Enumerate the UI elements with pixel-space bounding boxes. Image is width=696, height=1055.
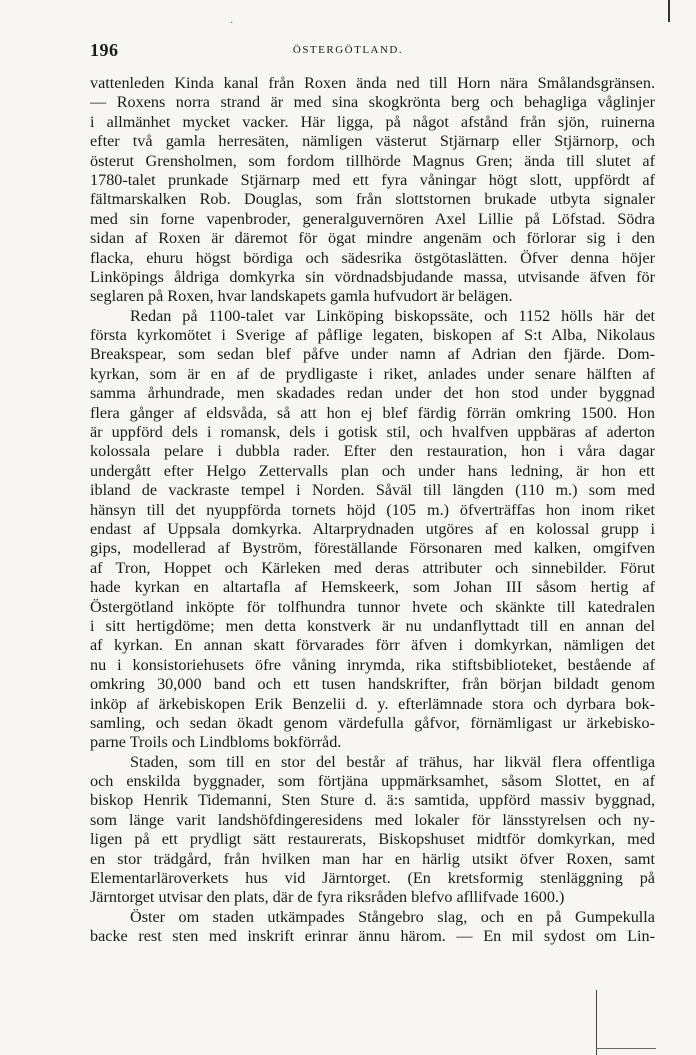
- text-line: som länge varit landshöfdingeresidens med lokaler för länsstyrelsen och ny-: [90, 810, 655, 829]
- text-line: inköp af ärkebiskopen Erik Benzelii d. y. efterlämnade stora och dyrbara bok-: [90, 694, 655, 713]
- text-line: och enskilda byggnader, som förtjäna uppmärksamhet, såsom Slottet, en af: [90, 772, 655, 791]
- text-line: en stor trädgård, från hvilken man har en härlig utsikt öfver Roxen, samt: [90, 849, 655, 868]
- text-line: med sin forne vapenbroder, generalguvernören Axel Lillie på Löfstad. Södra: [90, 209, 655, 228]
- text-line: ibland de vackraste tempel i Norden. Såväl till längden (110 m.) som med: [90, 481, 655, 500]
- text-line: i sitt hertigdöme; men detta konstverk är nu undanflyttadt till en annan del: [90, 616, 655, 635]
- text-line: Öster om staden utkämpades Stångebro slag, och en på Gumpekulla: [130, 907, 655, 926]
- text-line: första kyrkomötet i Sverige af påflige legaten, biskopen af S:t Alba, Nikolaus: [90, 326, 655, 345]
- text-line: parne Troils och Lindbloms bokförråd.: [90, 733, 342, 752]
- text-line: nu i konsistoriehusets öfre våning inrymda, rika stiftsbiblioteket, bestående af: [90, 655, 655, 674]
- scan-margin-line: [596, 990, 597, 1055]
- text-line: af kyrkan. En annan skatt förvarades förr äfven i domkyrkan, nämligen det: [90, 636, 655, 655]
- text-line: österut Grensholmen, som fordom tillhörde Magnus Gren; ända till slutet af: [90, 151, 655, 170]
- scan-speck: ·: [230, 18, 234, 29]
- text-line: af Tron, Hoppet och Kärleken med deras attributer och sinnebilder. Förut: [90, 558, 655, 577]
- text-line: seglaren på Roxen, hvar landskapets gamla hufvudort är belägen.: [90, 287, 513, 306]
- text-line: sidan af Roxen är däremot för ögat mindre angenäm och förlorar sig i den: [90, 229, 655, 248]
- text-line: kyrkan, som är en af de prydligaste i riket, anlades under senare hälften af: [90, 364, 655, 383]
- text-line: Elementarläroverkets hus vid Järntorget. (En kretsformig stenläggning på: [90, 869, 655, 888]
- text-line: ligen på ett prydligt sätt restaurerats, Biskopshuset midtför domkyrkan, med: [90, 830, 655, 849]
- text-line: vattenleden Kinda kanal från Roxen ända ned till Horn nära Smålandsgränsen.: [90, 74, 655, 92]
- text-line: omkring 30,000 band och ett tusen handskrifter, från början bildadt genom: [90, 675, 655, 694]
- text-line: — Roxens norra strand är med sina skogkrönta berg och behagliga våglinjer: [90, 93, 655, 112]
- text-line: Breakspear, som sedan blef påfve under namn af Adrian den fjärde. Dom-: [90, 345, 655, 364]
- text-line: Järntorget utvisar den plats, där de fyra riksråden blefvo afllifvade 1600.): [90, 888, 565, 907]
- text-line: endast af Uppsala domkyrka. Altarprydnaden utgöres af en kolossal grupp i: [90, 519, 655, 538]
- text-line: Linköpings åldriga domkyrka sin vördnadsbjudande massa, utvisande äfven för: [90, 267, 655, 286]
- text-line: gips, modellerad af Byström, föreställande Försonaren med kalken, omgifven: [90, 539, 655, 558]
- page-edge-line: [668, 0, 670, 22]
- text-line: biskop Henrik Tidemanni, Sten Sture d. ä:s samtida, uppförd massiv byggnad,: [90, 791, 655, 810]
- text-line: fältmarskalken Rob. Douglas, som från slottstornen brukade utbyta signaler: [90, 190, 655, 209]
- body-text: [90, 74, 655, 947]
- text-line: samling, och sedan ökadt genom värdefulla gåfvor, förnämligast ur ärkebisko-: [90, 713, 655, 732]
- text-line: Redan på 1100-talet var Linköping biskopssäte, och 1152 hölls här det: [130, 306, 655, 325]
- text-line: Östergötland inköpte för tolfhundra tunnor hvete och skänkte till katedralen: [90, 597, 655, 616]
- page-number: 196: [90, 40, 119, 60]
- text-line: flacka, ehuru högst bördiga och sädesrika östgötaslätten. Öfver denna höjer: [90, 248, 655, 267]
- text-line: hade kyrkan en altartafla af Hemskeerk, som Johan III såsom hertig af: [90, 578, 655, 597]
- text-line: är uppförd dels i romansk, dels i gotisk stil, och hvalfven uppbäras af aderton: [90, 423, 655, 442]
- text-line: backe rest sten med inskrift erinrar ännu härom. — En mil sydost om Lin-: [90, 927, 655, 946]
- running-head: ÖSTERGÖTLAND.: [292, 44, 404, 56]
- text-line: Staden, som till en stor del består af trähus, har likväl flera offentliga: [130, 752, 655, 771]
- text-line: undergått efter Helgo Zettervalls plan och under hans ledning, är hon ett: [90, 461, 655, 480]
- text-line: efter två gamla herresäten, nämligen västerut Stjärnarp eller Stjärnorp, och: [90, 132, 655, 151]
- text-line: i allmänhet mycket vacker. Här ligga, på något afstånd från sjön, ruinerna: [90, 112, 655, 131]
- scan-margin-line: [596, 1048, 656, 1049]
- text-line: hänsyn till det nyuppförda tornets höjd (105 m.) öfverträffas hon inom riket: [90, 500, 655, 519]
- text-line: samma århundrade, men skadades redan under det hon stod under byggnad: [90, 384, 655, 403]
- text-line: 1780-talet prunkade Stjärnarp med ett fyra våningar högt slott, uppfördt af: [90, 170, 655, 189]
- text-line: kolossala pelare i dubbla rader. Efter den restauration, hon i våra dagar: [90, 442, 655, 461]
- text-line: flera gånger af eldsvåda, så att hon ej blef färdig förrän omkring 1500. Hon: [90, 403, 655, 422]
